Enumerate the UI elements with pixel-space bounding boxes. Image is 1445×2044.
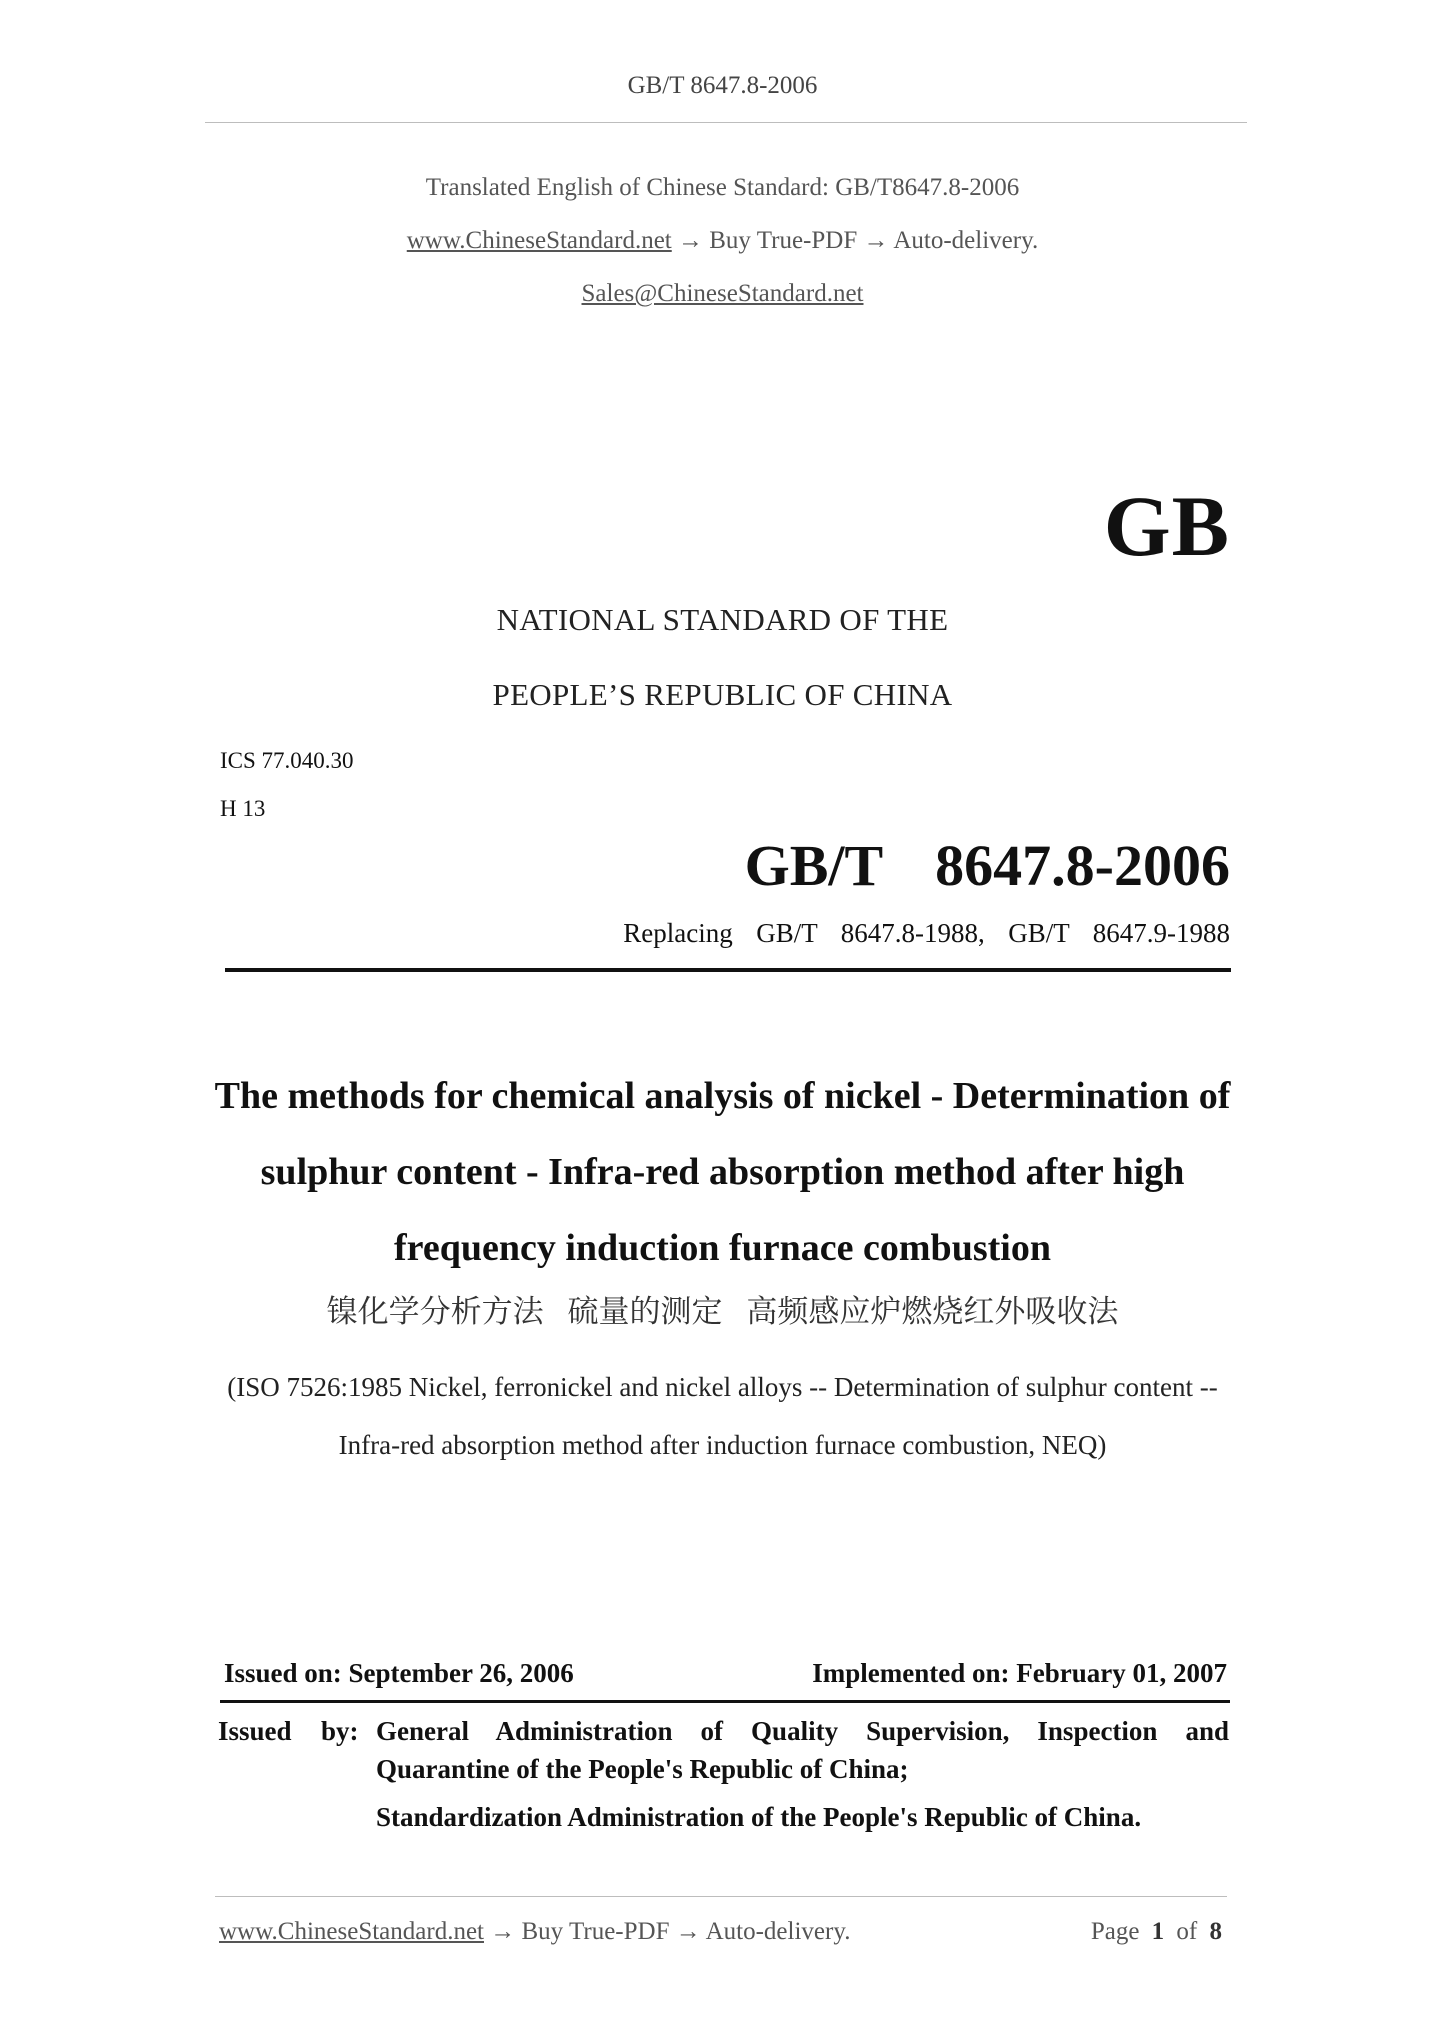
english-title: The methods for chemical analysis of nickel - Determination of sulphur content - Infra-red absorption method after high frequency induction furnace combustion: [214, 1075, 1231, 1269]
auto-delivery-text: Auto-delivery.: [893, 227, 1039, 254]
purchase-banner: [0, 227, 1445, 255]
arrow-right-icon: →: [490, 1918, 516, 1945]
issuer-divider: [220, 1700, 1230, 1703]
email-line: [0, 280, 1445, 308]
gb-mark: GB: [1103, 478, 1230, 574]
page-total: 8: [1209, 1918, 1222, 1945]
running-header: GB/T 8647.8-2006: [627, 72, 818, 99]
footer-site-link[interactable]: www.ChineseStandard.net: [219, 1918, 484, 1945]
arrow-right-icon: →: [863, 227, 889, 254]
national-standard-line: NATIONAL STANDARD OF THE: [496, 602, 949, 637]
issued-by-label: Issued by:: [218, 1716, 359, 1746]
issuer-aqsiq-line1: General Administration of Quality Supervision, Inspection and: [376, 1716, 1229, 1746]
ics-code: ICS 77.040.30: [220, 748, 354, 773]
standard-number: GB/T 8647.8-2006: [744, 833, 1230, 898]
ccs-code: H 13: [220, 796, 266, 821]
title-divider: [225, 968, 1231, 972]
implemented-on-date: Implemented on: February 01, 2007: [812, 1658, 1227, 1688]
page-of: of: [1176, 1918, 1198, 1945]
buy-pdf-text: Buy True-PDF: [709, 227, 858, 254]
issuer-sac: Standardization Administration of the People's Republic of China.: [376, 1802, 1142, 1832]
footer-purchase-line: [219, 1918, 850, 1946]
page-indicator: [1091, 1918, 1222, 1946]
footer-buy-text: Buy True-PDF: [521, 1918, 670, 1945]
footer-divider: [215, 1896, 1227, 1897]
translation-banner-title: Translated English of Chinese Standard: GB/T8647.8-2006: [425, 174, 1020, 201]
adopted-standard-note: (ISO 7526:1985 Nickel, ferronickel and nickel alloys -- Determination of sulphur content -- Infra-red absorption method after induction furnace combustion, NEQ): [227, 1372, 1218, 1460]
chinese-title: 镍化学分析方法 硫量的测定 高频感应炉燃烧红外吸收法: [326, 1294, 1119, 1330]
replacing-standards: Replacing GB/T 8647.8-1988, GB/T 8647.9-1988: [623, 918, 1230, 948]
page-current: 1: [1151, 1918, 1165, 1945]
header-divider: [205, 122, 1247, 123]
issued-on-date: Issued on: September 26, 2006: [224, 1658, 574, 1688]
footer-delivery-text: Auto-delivery.: [705, 1918, 851, 1945]
issuer-aqsiq-line2: Quarantine of the People's Republic of China;: [376, 1754, 909, 1784]
page-label: Page: [1090, 1918, 1140, 1945]
sales-email-link[interactable]: Sales@ChineseStandard.net: [581, 280, 864, 307]
arrow-right-icon: →: [678, 227, 703, 254]
site-link[interactable]: www.ChineseStandard.net: [406, 227, 672, 254]
republic-line: PEOPLE’S REPUBLIC OF CHINA: [492, 677, 953, 712]
arrow-right-icon: →: [675, 1918, 701, 1945]
